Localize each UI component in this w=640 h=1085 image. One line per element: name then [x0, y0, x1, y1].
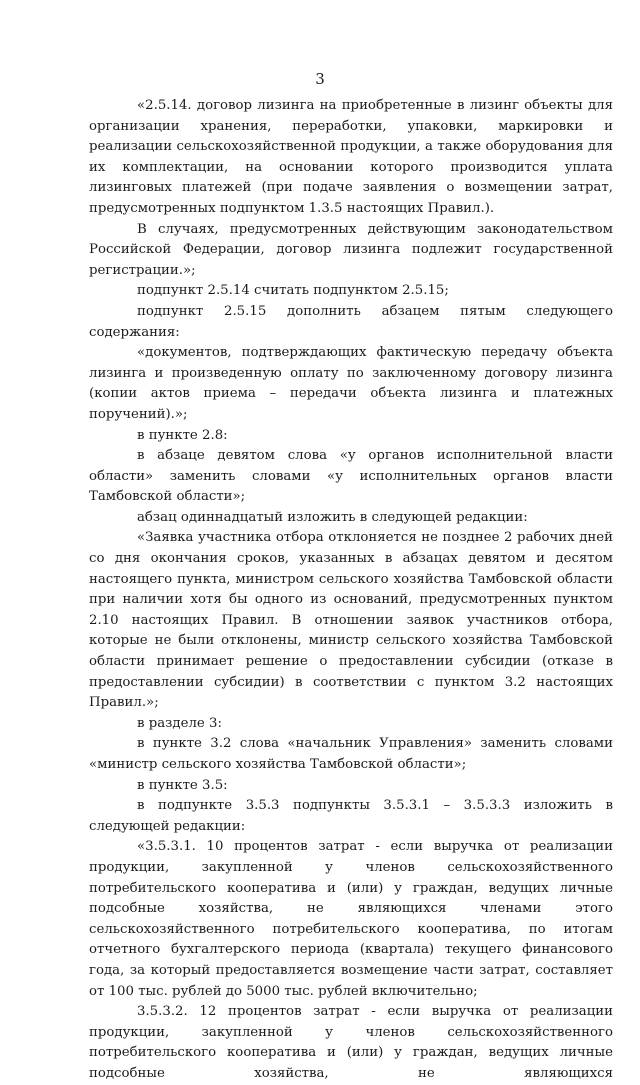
paragraph-item-3-2: в пункте 3.2 слова «начальник Управления» заменить словами «министр сельского хозяйства Тамбовской области»; — [89, 736, 613, 772]
paragraph-subitem-3-5-3: в подпункте 3.5.3 подпункты 3.5.3.1 – 3.5.3.3 изложить в следующей редакции: — [89, 798, 613, 834]
paragraph-3-5-3-2: 3.5.3.2. 12 процентов затрат - если выручка от реализации продукции, закупленной у членов сельскохозяйственного потребительского кооператива и (или) у граждан, ведущих личные подсобные хозяйства, не являющихся — [89, 1004, 613, 1081]
paragraph-item-3-5: в пункте 3.5: — [137, 777, 228, 793]
paragraph-2-5-14: «2.5.14. договор лизинга на приобретенные в лизинг объекты для организации хранения, переработки, упаковки, маркировки и реализации сельскохозяйственной продукции, а также оборудования для их комплектации, на основании которого производится уплата лизинговых платежей (при подаче заявления о возмещении затрат, предусмотренных подпунктом 1.3.5 настоящих Правил.). — [89, 98, 613, 216]
paragraph-renumber: подпункт 2.5.14 считать подпунктом 2.5.15; — [137, 283, 449, 299]
paragraph-registration: В случаях, предусмотренных действующим законодательством Российской Федерации, договор лизинга подлежит государственной регистрации.»; — [89, 221, 613, 278]
paragraph-application-rejection: «Заявка участника отбора отклоняется не позднее 2 рабочих дней со дня окончания сроков, указанных в абзацах девятом и десятом настоящего пункта, министром сельского хозяйства Тамбовской области при наличии хотя бы одного из оснований, предусмотренных пунктом 2.10 настоящих Правил. В отношении заявок участников отбора, которые не были отклонены, министр сельского хозяйства Тамбовской области принимает решение о предоставлении субсидии (отказе в предоставлении субсидии) в соответствии с пунктом 3.2 настоящих Правил.»; — [89, 530, 613, 711]
page-number: 3 — [315, 70, 325, 88]
paragraph-abzac-11: абзац одиннадцатый изложить в следующей редакции: — [137, 509, 528, 525]
paragraph-3-5-3-1: «3.5.3.1. 10 процентов затрат - если выручка от реализации продукции, закупленной у членов сельскохозяйственного потребительского кооператива и (или) у граждан, ведущих личные подсобные хозяйства, не являющихся членами этого сельскохозяйственного потребительского кооператива, по итогам отчетного бухгалтерского периода (квартала) текущего финансового года, за который предоставляется возмещение части затрат, составляет от 100 тыс. рублей до 5000 тыс. рублей включительно; — [89, 839, 613, 999]
paragraph-add-abzac: подпункт 2.5.15 дополнить абзацем пятым следующего содержания: — [89, 303, 613, 340]
paragraph-item-2-8: в пункте 2.8: — [137, 427, 228, 443]
document-body — [89, 96, 613, 1085]
paragraph-documents: «документов, подтверждающих фактическую передачу объекта лизинга и произведенную оплату по заключенному договору лизинга (копии актов приема – передачи объекта лизинга и платежных поручений).»; — [89, 345, 613, 422]
paragraph-section-3: в разделе 3: — [137, 715, 222, 731]
paragraph-abzac-9: в абзаце девятом слова «у органов исполнительной власти области» заменить словами «у исполнительных органов власти Тамбовской области»; — [89, 448, 613, 505]
